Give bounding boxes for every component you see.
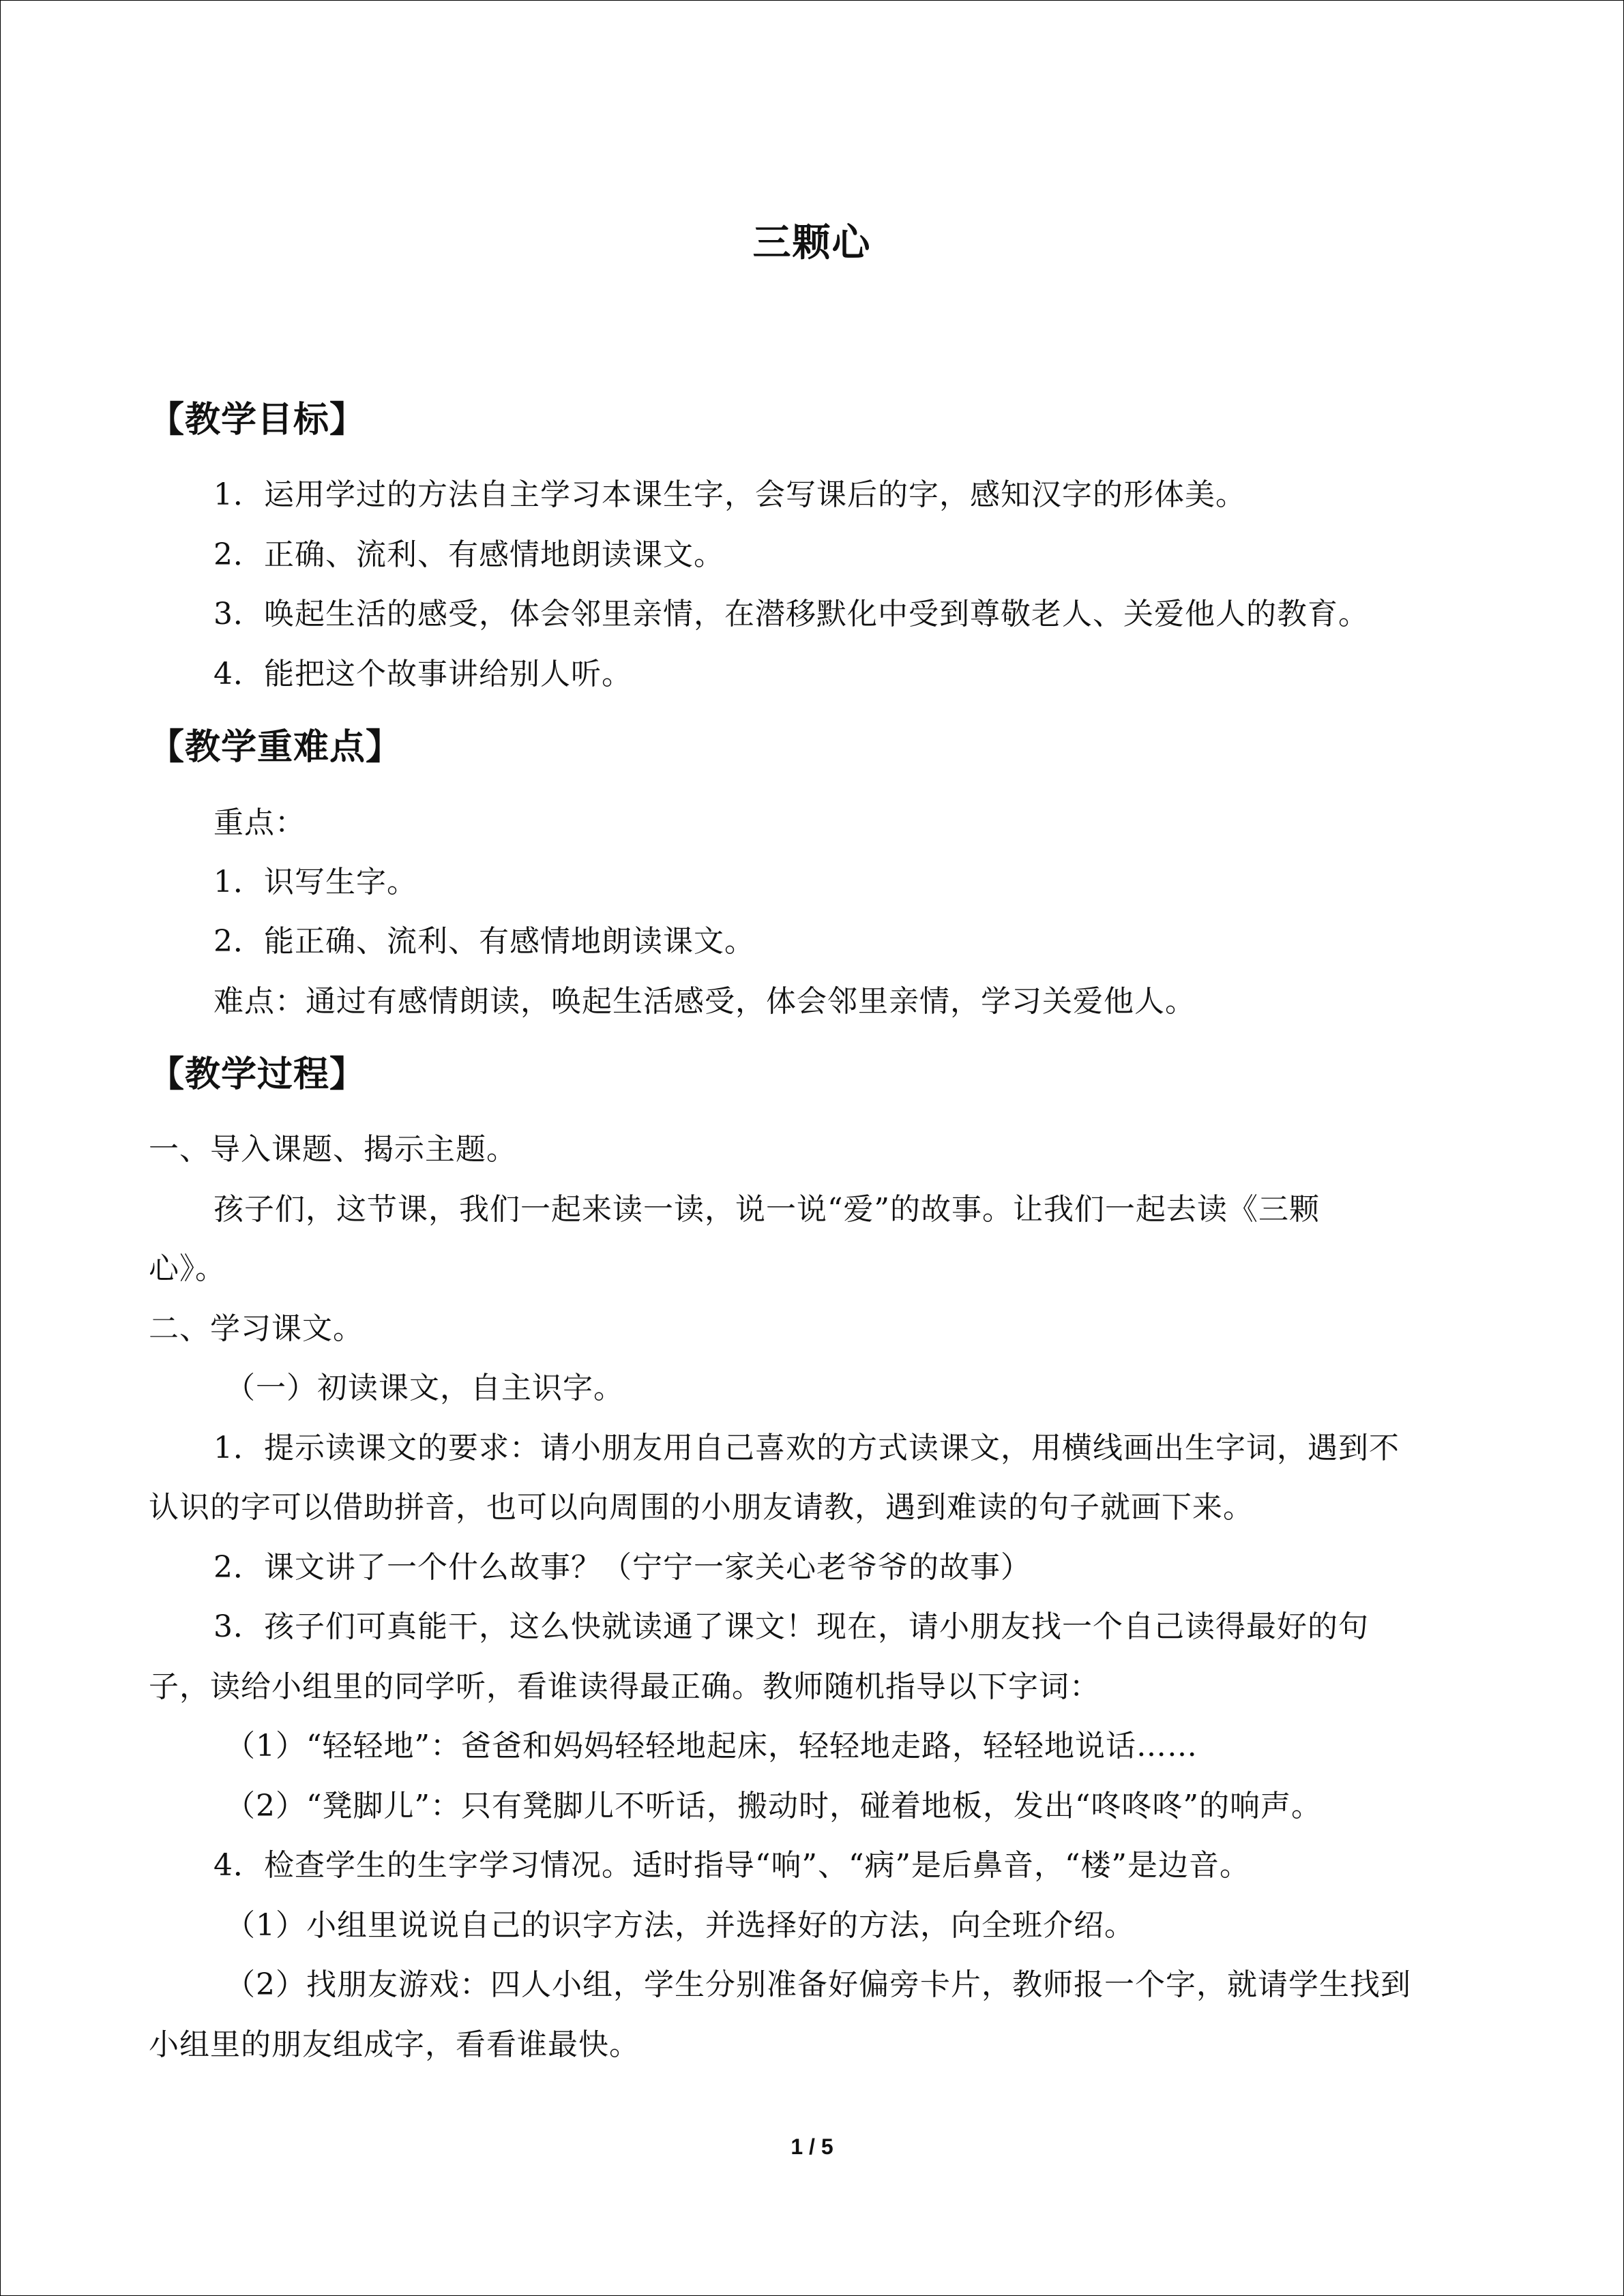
difficulty-text: 难点：通过有感情朗读，唤起生活感受，体会邻里亲情，学习关爱他人。 [213, 984, 1196, 1019]
process-line: 孩子们，这节课，我们一起来读一读，说一说“爱”的故事。让我们一起去读《三颗 [213, 1192, 1320, 1227]
goal-item: 1．运用学过的方法自主学习本课生字，会写课后的字，感知汉字的形体美。 [213, 477, 1246, 512]
process-line: （1）“轻轻地”：爸爸和妈妈轻轻地起床，轻轻地走路，轻轻地说话…… [225, 1729, 1198, 1763]
document-title: 三颗心 [752, 221, 872, 265]
process-line: 小组里的朋友组成字，看看谁最快。 [149, 2027, 640, 2062]
process-line: （1）小组里说说自己的识字方法，并选择好的方法，向全班介绍。 [225, 1908, 1135, 1943]
process-line: 二、学习课文。 [149, 1311, 364, 1346]
key-point-item: 1．识写生字。 [213, 865, 417, 899]
process-line: 2．课文讲了一个什么故事？（宁宁一家关心老爷爷的故事） [213, 1550, 1031, 1585]
key-points-label: 重点： [213, 805, 306, 840]
goal-item: 2．正确、流利、有感情地朗读课文。 [213, 537, 724, 572]
section-heading-goals: 【教学目标】 [149, 400, 366, 441]
goal-item: 4．能把这个故事讲给别人听。 [213, 657, 632, 691]
page-number: 1 / 5 [791, 2134, 833, 2159]
process-line: 4．检查学生的生字学习情况。适时指导“响”、“病”是后鼻音，“楼”是边音。 [213, 1848, 1250, 1883]
process-line: 子，读给小组里的同学听，看谁读得最正确。教师随机指导以下字词： [149, 1669, 1100, 1704]
process-line: （一）初读课文，自主识字。 [225, 1371, 624, 1405]
process-line: 1．提示读课文的要求：请小朋友用自己喜欢的方式读课文，用横线画出生字词，遇到不 [213, 1431, 1400, 1465]
key-point-item: 2．能正确、流利、有感情地朗读课文。 [213, 924, 755, 959]
process-line: （2）找朋友游戏：四人小组，学生分别准备好偏旁卡片，教师报一个字，就请学生找到 [225, 1967, 1411, 2002]
process-line: （2）“凳脚儿”：只有凳脚儿不听话，搬动时，碰着地板，发出“咚咚咚”的响声。 [225, 1789, 1322, 1823]
section-heading-key-points: 【教学重难点】 [149, 727, 402, 768]
process-line: 一、导入课题、揭示主题。 [149, 1132, 517, 1167]
process-line: 心》。 [149, 1251, 226, 1286]
process-line: 3．孩子们可真能干，这么快就读通了课文！现在，请小朋友找一个自己读得最好的句 [213, 1609, 1369, 1644]
goal-item: 3．唤起生活的感受，体会邻里亲情，在潜移默化中受到尊敬老人、关爱他人的教育。 [213, 597, 1369, 631]
section-heading-process: 【教学过程】 [149, 1054, 366, 1095]
process-line: 认识的字可以借助拼音，也可以向周围的小朋友请教，遇到难读的句子就画下来。 [149, 1490, 1254, 1525]
